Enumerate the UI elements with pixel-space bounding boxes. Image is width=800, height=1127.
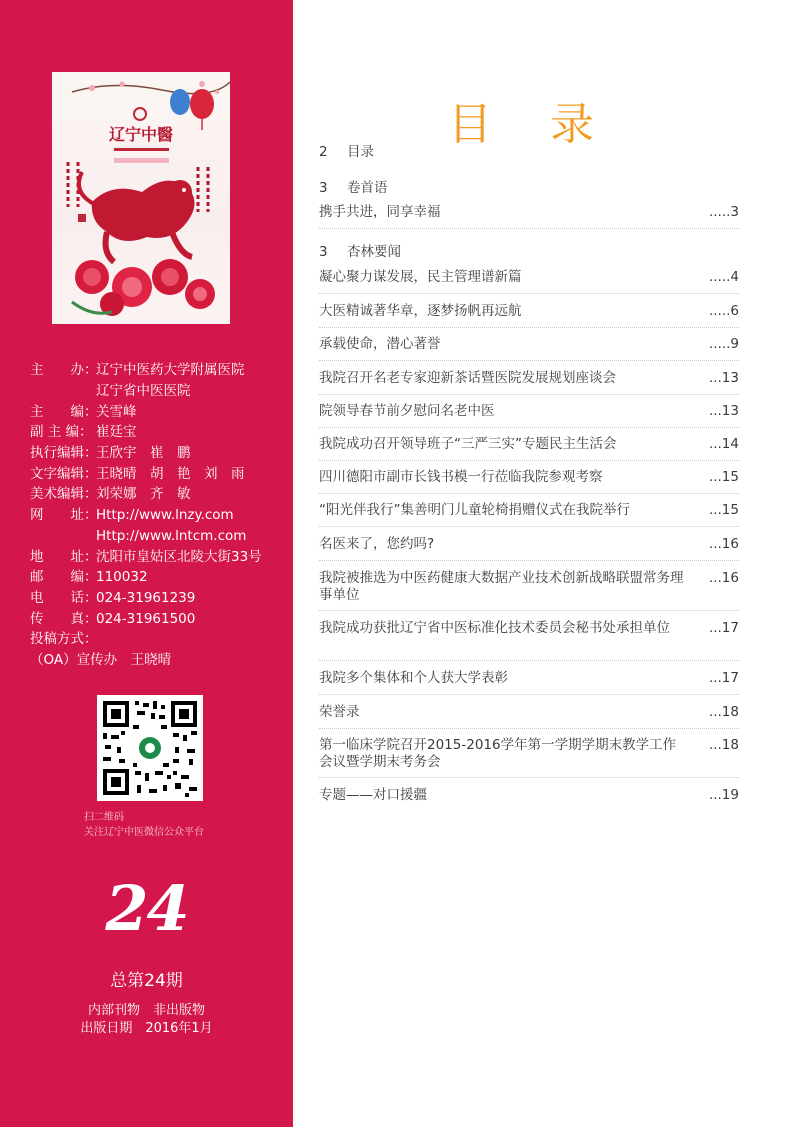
divider bbox=[319, 293, 739, 294]
entry-title: 凝心聚力谋发展，民主管理谱新篇 bbox=[319, 269, 522, 285]
divider bbox=[319, 660, 739, 661]
info-row bbox=[30, 567, 285, 588]
info-label: 美术编辑： bbox=[30, 486, 98, 503]
info-label: 副 主 编： bbox=[30, 424, 93, 441]
divider bbox=[319, 360, 739, 361]
entry-page: ...16 bbox=[708, 570, 739, 586]
divider bbox=[319, 394, 739, 395]
info-value: 沈阳市皇姑区北陵大街33号 bbox=[96, 548, 262, 565]
entry-page: ...17 bbox=[708, 620, 739, 636]
cover-title: 辽宁中醫 bbox=[108, 125, 174, 144]
toc-entry[interactable] bbox=[319, 336, 739, 353]
info-value: 刘荣娜 齐 敏 bbox=[96, 486, 191, 503]
info-row bbox=[30, 629, 285, 650]
section-name: 卷首语 bbox=[347, 180, 388, 196]
qr-caption-line: 扫二维码 bbox=[84, 812, 124, 823]
qr-code-graphic bbox=[97, 695, 203, 801]
info-value: 024-31961239 bbox=[96, 589, 196, 606]
toc-heading: 目录 bbox=[448, 99, 652, 150]
sidebar-panel bbox=[0, 0, 293, 1127]
info-row bbox=[30, 588, 285, 609]
info-row bbox=[30, 401, 285, 422]
info-value: 关雪峰 bbox=[96, 403, 137, 420]
divider bbox=[319, 560, 739, 561]
divider bbox=[319, 694, 739, 695]
toc-section[interactable] bbox=[319, 140, 374, 160]
issue-number: 24 bbox=[105, 872, 188, 945]
divider bbox=[319, 610, 739, 611]
entry-title: 专题——对口援疆 bbox=[319, 787, 427, 803]
toc-entry[interactable] bbox=[319, 620, 739, 637]
entry-page: ...19 bbox=[708, 787, 739, 803]
entry-page: ...16 bbox=[708, 536, 739, 552]
info-value: 崔廷宝 bbox=[96, 424, 137, 441]
entry-title: 大医精诚著华章，逐梦扬帆再远航 bbox=[319, 303, 522, 319]
toc-entry[interactable] bbox=[319, 469, 739, 486]
info-row bbox=[30, 422, 285, 443]
entry-title: 我院成功获批辽宁省中医标准化技术委员会秘书处承担单位 bbox=[319, 620, 670, 636]
info-row bbox=[30, 381, 285, 402]
entry-title: 我院成功召开领导班子“三严三实”专题民主生活会 bbox=[319, 436, 617, 452]
info-row bbox=[30, 463, 285, 484]
website-link[interactable]: Http://www.lnzy.com bbox=[96, 507, 234, 524]
info-row bbox=[30, 608, 285, 629]
divider bbox=[319, 427, 739, 428]
info-label: 邮 编： bbox=[30, 569, 98, 586]
section-number: 3 bbox=[319, 180, 328, 196]
info-value: 024-31961500 bbox=[96, 610, 196, 627]
divider bbox=[319, 228, 739, 229]
section-name: 杏林要闻 bbox=[347, 244, 401, 260]
entry-page: ...14 bbox=[708, 436, 739, 452]
toc-entry[interactable] bbox=[319, 570, 739, 604]
entry-page: .....3 bbox=[708, 204, 739, 220]
masthead-info bbox=[30, 360, 285, 670]
qr-caption bbox=[84, 810, 204, 840]
entry-title: 携手共进，同享幸福 bbox=[319, 204, 441, 220]
section-name: 目录 bbox=[347, 144, 374, 160]
entry-page: ...18 bbox=[708, 737, 739, 753]
info-value: 辽宁省中医医院 bbox=[96, 383, 191, 400]
toc-entry[interactable] bbox=[319, 704, 739, 721]
toc-entry[interactable] bbox=[319, 436, 739, 453]
info-label: （OA）宣传办 王晓晴 bbox=[30, 651, 172, 668]
divider bbox=[319, 728, 739, 729]
entry-page: ...13 bbox=[708, 370, 739, 386]
info-label: 地 址： bbox=[30, 548, 98, 565]
entry-title: 第一临床学院召开2015-2016学年第一学期学期末教学工作会议暨学期末考务会 bbox=[319, 737, 677, 770]
info-label: 投稿方式： bbox=[30, 631, 98, 648]
entry-title: 承载使命，潜心著誉 bbox=[319, 336, 441, 352]
info-value: 110032 bbox=[96, 569, 148, 586]
toc-entry[interactable] bbox=[319, 787, 739, 804]
entry-page: .....6 bbox=[708, 303, 739, 319]
divider bbox=[319, 493, 739, 494]
info-row bbox=[30, 526, 285, 547]
entry-page: ...13 bbox=[708, 403, 739, 419]
publication-type: 内部刊物 非出版物 bbox=[87, 1003, 205, 1018]
info-value: 辽宁中医药大学附属医院 bbox=[96, 362, 245, 379]
entry-title: 我院多个集体和个人获大学表彰 bbox=[319, 670, 508, 686]
toc-entry[interactable] bbox=[319, 269, 739, 286]
publication-info bbox=[0, 1002, 293, 1038]
info-value: 王晓晴 胡 艳 刘 雨 bbox=[96, 465, 245, 482]
entry-page: .....4 bbox=[708, 269, 739, 285]
section-number: 3 bbox=[319, 244, 328, 260]
entry-page: ...18 bbox=[708, 704, 739, 720]
section-number: 2 bbox=[319, 144, 328, 160]
info-row bbox=[30, 443, 285, 464]
entry-title: 名医来了，您约吗? bbox=[319, 536, 435, 552]
entry-page: ...15 bbox=[708, 469, 739, 485]
entry-title: 荣誉录 bbox=[319, 704, 360, 720]
website-link[interactable]: Http://www.lntcm.com bbox=[96, 527, 247, 544]
info-label: 电 话： bbox=[30, 589, 98, 606]
divider bbox=[319, 460, 739, 461]
info-label: 网 址： bbox=[30, 507, 98, 524]
publication-date: 出版日期 2016年1月 bbox=[80, 1021, 213, 1036]
divider bbox=[319, 526, 739, 527]
entry-page: ...15 bbox=[708, 502, 739, 518]
info-row bbox=[30, 360, 285, 381]
issue-total: 总第24期 bbox=[110, 971, 183, 991]
info-row bbox=[30, 484, 285, 505]
toc-section[interactable] bbox=[319, 176, 388, 196]
info-label: 传 真： bbox=[30, 610, 98, 627]
info-row bbox=[30, 546, 285, 567]
entry-page: ...17 bbox=[708, 670, 739, 686]
toc-entry[interactable] bbox=[319, 403, 739, 420]
info-label: 主 编： bbox=[30, 403, 98, 420]
qr-code[interactable] bbox=[97, 695, 203, 801]
info-label: 主 办： bbox=[30, 362, 98, 379]
info-label: 文字编辑： bbox=[30, 465, 98, 482]
toc-entry[interactable] bbox=[319, 204, 739, 221]
toc-entry[interactable] bbox=[319, 737, 739, 771]
divider bbox=[319, 777, 739, 778]
toc-entry[interactable] bbox=[319, 303, 739, 320]
toc-entry[interactable] bbox=[319, 670, 739, 687]
cover-illustration bbox=[52, 72, 230, 324]
entry-title: “阳光伴我行”集善明门儿童轮椅捐赠仪式在我院举行 bbox=[319, 502, 630, 518]
entry-title: 我院召开名老专家迎新茶话暨医院发展规划座谈会 bbox=[319, 370, 616, 386]
divider bbox=[319, 327, 739, 328]
toc-entry[interactable] bbox=[319, 536, 739, 553]
entry-title: 我院被推选为中医药健康大数据产业技术创新战略联盟常务理事单位 bbox=[319, 570, 684, 603]
info-row bbox=[30, 505, 285, 526]
entry-title: 院领导春节前夕慰问名老中医 bbox=[319, 403, 495, 419]
info-label: 执行编辑： bbox=[30, 445, 98, 462]
toc-section[interactable] bbox=[319, 240, 401, 260]
cover-thumbnail bbox=[52, 72, 230, 324]
qr-caption-line: 关注辽宁中医微信公众平台 bbox=[84, 827, 204, 838]
entry-page: .....9 bbox=[708, 336, 739, 352]
entry-title: 四川德阳市副市长钱书模一行莅临我院参观考察 bbox=[319, 469, 603, 485]
info-row bbox=[30, 650, 285, 671]
info-value: 王欣宇 崔 鹏 bbox=[96, 445, 191, 462]
toc-entry[interactable] bbox=[319, 502, 739, 519]
toc-entry[interactable] bbox=[319, 370, 739, 387]
